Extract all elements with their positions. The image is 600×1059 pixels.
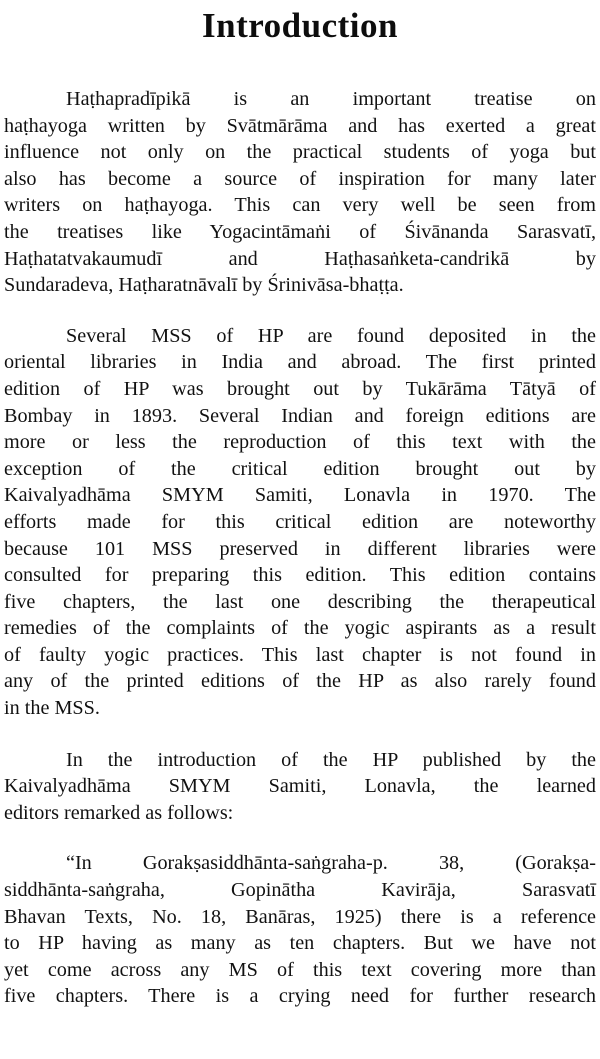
- text-line: Kaivalyadhāma SMYM Samiti, Lonavla in 1970. The: [4, 484, 596, 507]
- text-line: five chapters. There is a crying need for further research: [4, 985, 596, 1008]
- text-line: five chapters, the last one describing the therapeutical: [4, 590, 596, 613]
- text-line: edition of HP was brought out by Tukārāma Tātyā of: [4, 377, 596, 400]
- paragraph-1: [4, 86, 596, 299]
- text-line: any of the printed editions of the HP as also rarely found: [4, 670, 596, 693]
- text-line: editors remarked as follows:: [4, 801, 234, 824]
- text-line: “In Gorakṣasiddhānta-saṅgraha-p. 38, (Gorakṣa-: [66, 852, 596, 875]
- text-line: more or less the reproduction of this text with the: [4, 431, 596, 454]
- text-line: the treatises like Yogacintāmaṅi of Śivānanda Sarasvatī,: [4, 220, 596, 243]
- text-line: influence not only on the practical students of yoga but: [4, 141, 596, 164]
- text-line: writers on haṭhayoga. This can very well be seen from: [4, 194, 596, 217]
- text-line: Haṭhapradīpikā is an important treatise on: [66, 88, 596, 110]
- paragraph-3: [4, 747, 596, 827]
- text-line: consulted for preparing this edition. This edition contains: [4, 564, 596, 587]
- text-line: In the introduction of the HP published by the: [66, 748, 596, 771]
- text-line: siddhānta-saṅgraha, Gopinātha Kavirāja, Sarasvatī: [4, 879, 596, 902]
- text-line: efforts made for this critical edition are noteworthy: [4, 510, 596, 533]
- text-line: oriental libraries in India and abroad. The first printed: [4, 351, 596, 374]
- text-line: Bhavan Texts, No. 18, Banāras, 1925) there is a reference: [4, 905, 596, 928]
- text-line: Kaivalyadhāma SMYM Samiti, Lonavla, the learned: [4, 775, 596, 798]
- text-line: Sundaradeva, Haṭharatnāvalī by Śrinivāsa-bhaṭṭa.: [4, 274, 404, 297]
- text-line: of faulty yogic practices. This last chapter is not found in: [4, 643, 596, 666]
- page-title: Introduction: [202, 6, 398, 45]
- text-line: in the MSS.: [4, 697, 100, 720]
- text-line: haṭhayoga written by Svātmārāma and has exerted a great: [4, 114, 596, 137]
- text-line: yet come across any MS of this text covering more than: [4, 958, 596, 981]
- text-line: to HP having as many as ten chapters. But we have not: [4, 932, 596, 955]
- paragraph-4-quotation: [4, 850, 596, 1010]
- text-line: because 101 MSS preserved in different libraries were: [4, 537, 596, 560]
- text-line: remedies of the complaints of the yogic aspirants as a result: [4, 617, 596, 640]
- text-line: exception of the critical edition brought out by: [4, 457, 596, 480]
- paragraph-2: [4, 323, 596, 722]
- text-line: Several MSS of HP are found deposited in the: [66, 324, 596, 347]
- text-line: Bombay in 1893. Several Indian and foreign editions are: [4, 404, 596, 427]
- text-line: also has become a source of inspiration for many later: [4, 167, 596, 190]
- text-line: Haṭhatatvakaumudī and Haṭhasaṅketa-candrikā by: [4, 247, 596, 270]
